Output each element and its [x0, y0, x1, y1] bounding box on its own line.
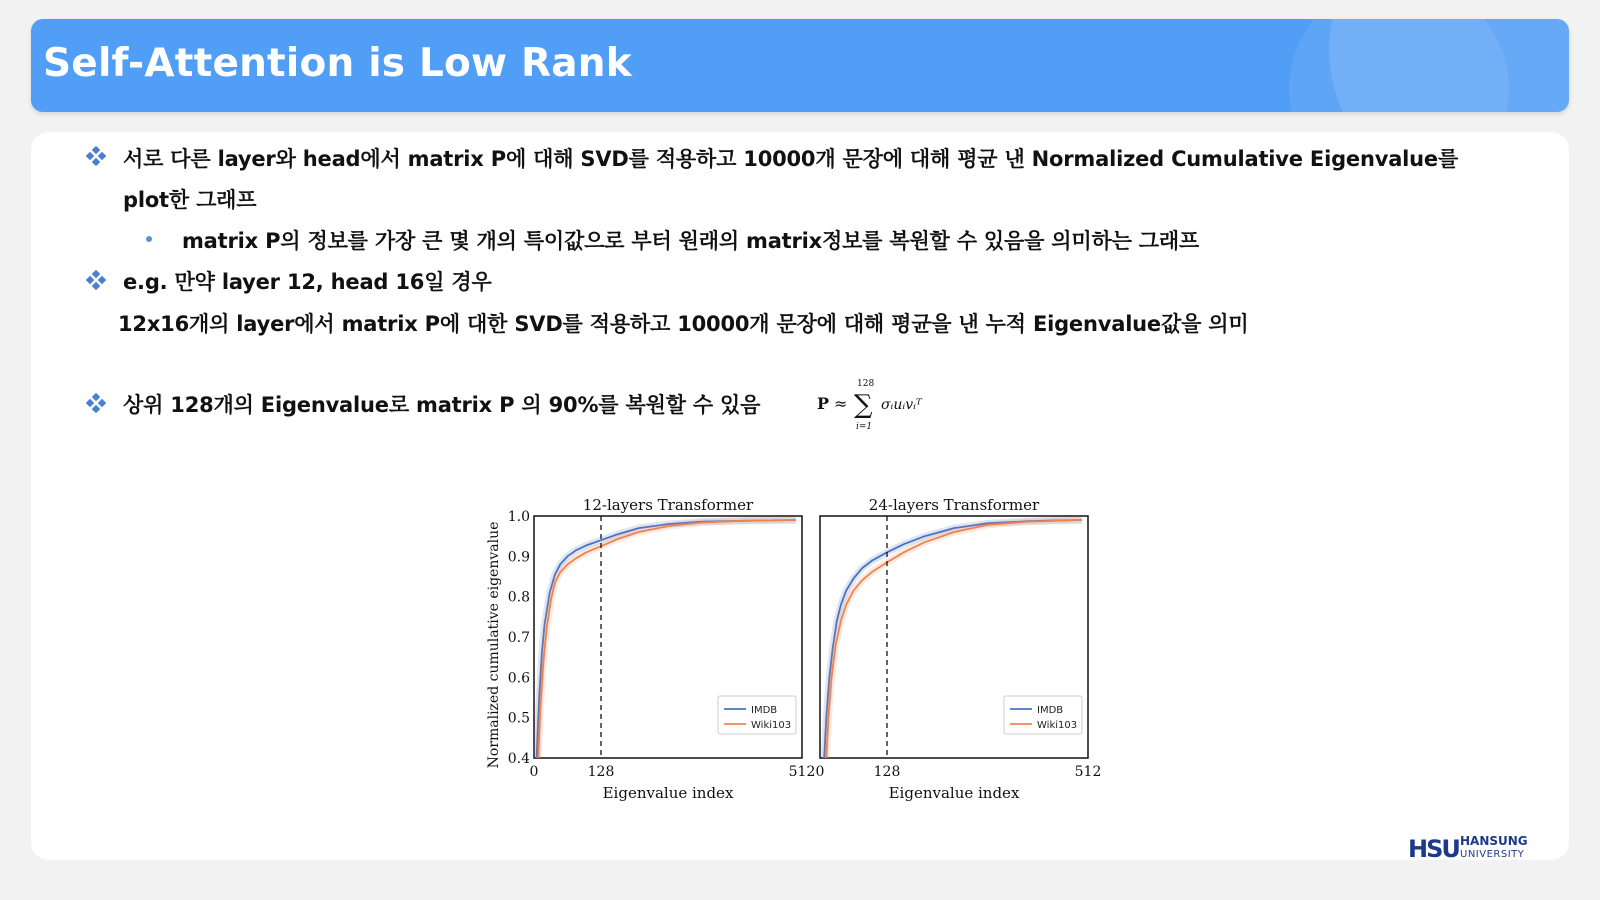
formula-lower: i=1	[856, 422, 873, 432]
sub-bullet-1: matrix P의 정보를 가장 큰 몇 개의 특이값으로 부터 원래의 matrix정보를 복원할 수 있음을 의미하는 그래프	[182, 229, 1200, 253]
bullet-1-line-1: 서로 다른 layer와 head에서 matrix P에 대해 SVD를 적용하고 10000개 문장에 대해 평균 낸 Normalized Cumulative Eigenvalue를	[123, 147, 1459, 171]
formula-approx: ≈	[834, 394, 848, 413]
y-tick-label: 0.7	[507, 630, 530, 646]
x-axis-label: Eigenvalue index	[888, 784, 1020, 802]
formula-lhs: P	[817, 394, 830, 413]
bullet-1-line-2: plot한 그래프	[123, 188, 257, 212]
y-tick-label: 0.4	[507, 751, 530, 767]
x-tick-label: 512	[788, 764, 816, 780]
bullet-2-line-1: e.g. 만약 layer 12, head 16일 경우	[123, 270, 492, 294]
y-tick-label: 0.6	[507, 670, 530, 687]
hansung-university-logo	[1408, 832, 1538, 862]
y-tick-label: 0.9	[507, 549, 530, 566]
formula-upper: 128	[857, 379, 875, 389]
legend-label: Wiki103	[1037, 720, 1078, 731]
chart-title: 24-layers Transformer	[868, 496, 1040, 514]
y-tick-label: 0.8	[507, 589, 530, 606]
logo-mark: HSU	[1408, 835, 1459, 862]
x-tick-label: 0	[529, 764, 539, 780]
banner-decoration	[1289, 19, 1509, 112]
legend-label: IMDB	[751, 705, 778, 716]
x-tick-label: 512	[1074, 764, 1102, 780]
sub-bullet-dot-icon	[146, 236, 152, 242]
legend-label: IMDB	[1037, 705, 1064, 716]
y-tick-label: 0.5	[507, 710, 530, 727]
diamond-bullet-icon	[86, 393, 106, 413]
y-tick-label: 1.0	[507, 509, 530, 525]
eigenvalue-charts	[480, 492, 1120, 822]
sum-sign-icon: ∑	[854, 390, 873, 420]
logo-name: HANSUNG	[1460, 834, 1528, 848]
bullet-3: 상위 128개의 Eigenvalue로 matrix P 의 90%를 복원할 수 있음	[123, 393, 761, 417]
chart-24-layers	[816, 496, 1102, 802]
x-tick-label: 128	[873, 764, 901, 780]
diamond-bullet-icon	[86, 146, 106, 166]
x-axis-label: Eigenvalue index	[602, 784, 734, 802]
y-axis-label: Normalized cumulative eigenvalue	[486, 521, 502, 769]
title-banner	[31, 19, 1569, 112]
chart-title: 12-layers Transformer	[582, 496, 754, 514]
formula-term: σᵢuᵢvᵢᵀ	[881, 397, 922, 413]
x-tick-label: 128	[587, 764, 615, 780]
slide-title: Self-Attention is Low Rank	[43, 41, 632, 86]
diamond-bullet-icon	[86, 270, 106, 290]
chart-12-layers	[486, 496, 815, 802]
logo-sub: UNIVERSITY	[1460, 849, 1525, 860]
bullet-2-line-2: 12x16개의 layer에서 matrix P에 대한 SVD를 적용하고 10000개 문장에 대해 평균을 낸 누적 Eigenvalue값을 의미	[118, 312, 1249, 336]
x-tick-label: 0	[815, 764, 825, 780]
svd-formula	[817, 372, 947, 438]
legend-label: Wiki103	[751, 720, 792, 731]
